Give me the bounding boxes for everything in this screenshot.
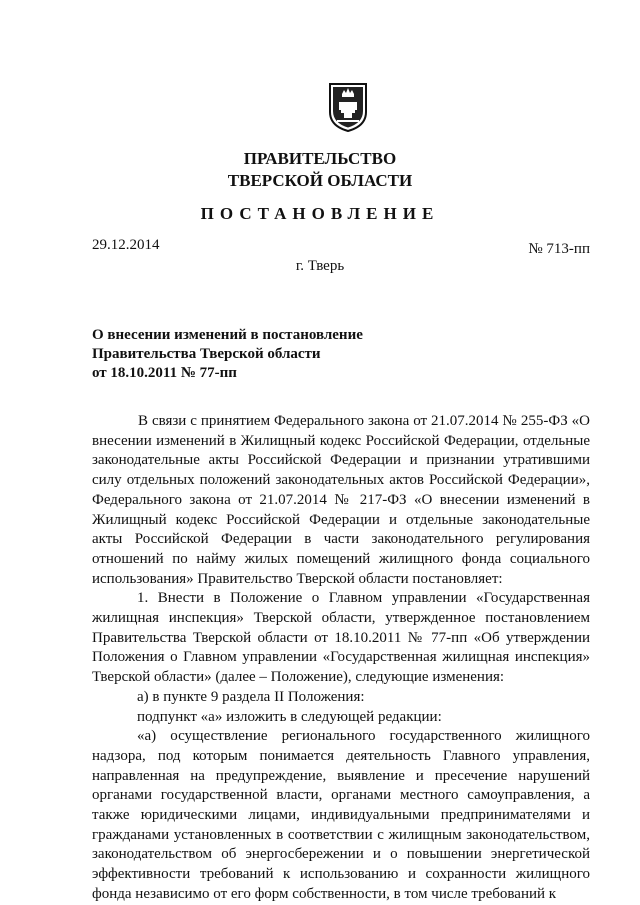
body-paragraph-preamble: В связи с принятием Федерального закона от 21.07.2014 № 255-ФЗ «О внесении изменений в Жилищный кодекс Российской Федерации, отдельные законодательные акты Российской Федерации и признании утратившими силу отдельных положений законодательных актов Российской Федерации», Федерального закона от 21.07.2014 № 217-ФЗ «О внесении изменений в Жилищный кодекс Российской Федерации и отдельные законодательные акты Российской Федерации в части законодательного регулирования отношений по найму жилых помещений жилищного фонда социального использования» Правительство Тверской области постановляет: [92,413,590,587]
subject-line-2: Правительства Тверской области [92,346,321,362]
document-body [92,412,590,905]
body-paragraph-subitem-a: а) в пункте 9 раздела II Положения: [137,688,365,705]
government-title [0,148,640,192]
body-paragraph-item-1: 1. Внести в Положение о Главном управлении «Государственная жилищная инспекция» Тверской области, утвержденное постановлением Правительства Тверской области от 18.10.2011 № 77-пп «Об утверждении Положения о Главном управлении «Государственная жилищная инспекция» Тверской области» (далее – Положение), следующие изменения: [92,590,590,686]
document-city: г. Тверь [295,258,345,274]
government-title-line-1: ПРАВИТЕЛЬСТВО [243,149,397,168]
coat-of-arms-emblem [328,82,368,132]
government-title-line-2: ТВЕРСКОЙ ОБЛАСТИ [227,171,413,190]
subject-line-3: от 18.10.2011 № 77-пп [92,365,237,381]
body-paragraph-new-text: «а) осуществление регионального государственного жилищного надзора, под которым понимается деятельность Главного управления, направленная на предупреждение, выявление и пресечение нарушений органами государственной власти, органами местного самоуправления, а также юридическими лицами, индивидуальными предпринимателями и гражданами установленных в соответствии с жилищным законодательством, законодательством об энергосбережении и о повышении энергетической эффективности требований к использованию и сохранности жилищного фонда независимо от его форм собственности, в том числе требований к [92,728,590,902]
document-subject [92,326,363,383]
document-date: 29.12.2014 [92,237,160,253]
body-paragraph-instruction: подпункт «а» изложить в следующей редакции: [137,708,442,725]
document-number: № 713-пп [528,241,590,257]
subject-line-1: О внесении изменений в постановление [92,327,363,343]
document-type-heading: ПОСТАНОВЛЕНИЕ [200,204,440,223]
